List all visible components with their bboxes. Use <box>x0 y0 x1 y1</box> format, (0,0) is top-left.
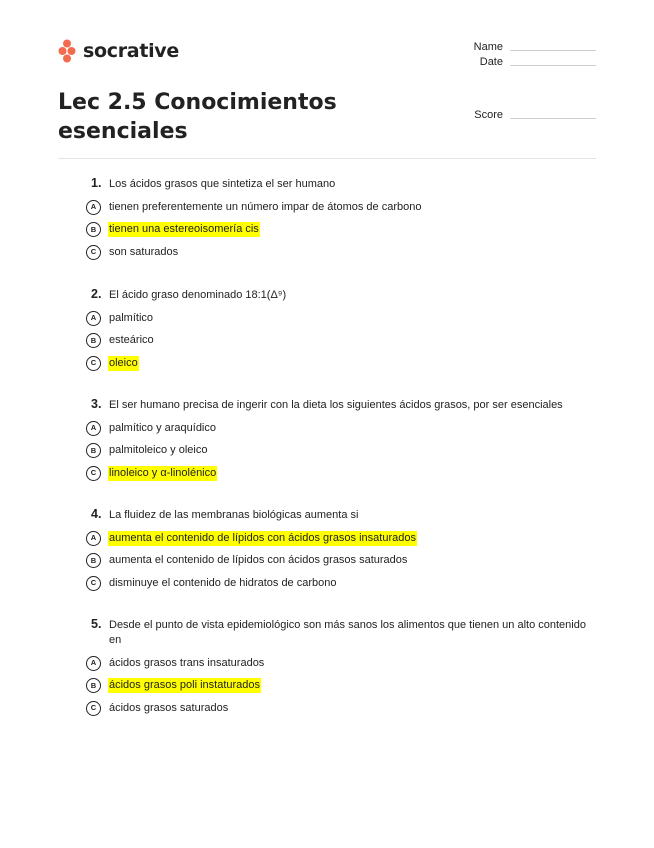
date-label: Date <box>479 56 503 68</box>
option-text: ácidos grasos trans insaturados <box>109 656 265 669</box>
option-letter-badge: B <box>86 678 101 693</box>
answer-option-c[interactable] <box>86 701 586 716</box>
option-text: palmitoleico y oleico <box>109 444 208 456</box>
answer-option-b[interactable] <box>86 222 586 237</box>
option-text: tienen preferentemente un número impar de átomos de carbono <box>109 200 422 213</box>
question-number: 2. <box>91 287 102 301</box>
option-letter-badge: A <box>86 311 101 326</box>
option-letter-badge: B <box>86 333 101 348</box>
name-label: Name <box>473 41 503 53</box>
highlighted-answer-text: tienen una estereoisomería cis <box>109 223 259 235</box>
question-text: El ácido graso denominado 18:1(Δ⁹) <box>109 289 287 301</box>
socrative-logo <box>58 38 179 64</box>
answer-option-c[interactable] <box>86 466 586 481</box>
question-2 <box>86 288 586 371</box>
score-label: Score <box>474 109 503 121</box>
option-text: palmítico <box>109 311 154 324</box>
score-field[interactable] <box>510 118 596 119</box>
header-divider <box>58 158 596 159</box>
highlighted-answer-text: oleico <box>109 356 138 369</box>
option-text: ácidos grasos saturados <box>109 701 229 714</box>
answer-option-b[interactable] <box>86 333 586 348</box>
socrative-logo-icon <box>58 39 78 63</box>
question-number: 4. <box>91 507 102 521</box>
question-3 <box>86 398 586 481</box>
option-letter-badge: A <box>86 421 101 436</box>
question-text: La fluidez de las membranas biológicas aumenta si <box>109 509 359 521</box>
option-letter-badge: A <box>86 200 101 215</box>
question-text: El ser humano precisa de ingerir con la dieta los siguientes ácidos grasos, por ser esenciales <box>109 399 563 411</box>
answer-option-a[interactable] <box>86 656 586 671</box>
option-text: disminuye el contenido de hidratos de carbono <box>109 576 337 589</box>
question-4 <box>86 508 586 591</box>
question-number: 5. <box>91 617 102 631</box>
answer-option-c[interactable] <box>86 356 586 371</box>
option-text: aumenta el contenido de lípidos con ácidos grasos saturados <box>109 554 408 566</box>
highlighted-answer-text: ácidos grasos poli instaturados <box>109 679 261 691</box>
option-letter-badge: A <box>86 531 101 546</box>
question-number: 3. <box>91 397 102 411</box>
question-stem <box>86 288 586 303</box>
option-letter-badge: C <box>86 701 101 716</box>
option-letter-badge: C <box>86 466 101 481</box>
answer-option-a[interactable] <box>86 531 586 546</box>
answer-option-a[interactable] <box>86 421 586 436</box>
question-text: Los ácidos grasos que sintetiza el ser humano <box>109 178 336 190</box>
option-letter-badge: C <box>86 245 101 260</box>
option-letter-badge: C <box>86 576 101 591</box>
option-text: palmítico y araquídico <box>109 421 216 434</box>
option-letter-badge: A <box>86 656 101 671</box>
answer-option-b[interactable] <box>86 553 586 568</box>
answer-option-b[interactable] <box>86 443 586 458</box>
option-letter-badge: B <box>86 553 101 568</box>
name-field[interactable] <box>510 50 596 51</box>
answer-option-c[interactable] <box>86 245 586 260</box>
answer-option-a[interactable] <box>86 200 586 215</box>
option-text: son saturados <box>109 245 179 258</box>
option-letter-badge: B <box>86 222 101 237</box>
option-letter-badge: B <box>86 443 101 458</box>
answer-option-b[interactable] <box>86 678 586 693</box>
answer-option-a[interactable] <box>86 311 586 326</box>
question-number: 1. <box>91 176 102 190</box>
worksheet-title: Lec 2.5 Conocimientos esenciales <box>58 90 337 144</box>
highlighted-answer-text: linoleico y α-linolénico <box>109 466 217 479</box>
highlighted-answer-text: aumenta el contenido de lípidos con ácidos grasos insaturados <box>109 531 416 544</box>
option-text: esteárico <box>109 334 154 346</box>
brand-name: socrative <box>83 40 179 62</box>
question-stem <box>86 398 586 413</box>
question-stem <box>86 618 586 648</box>
question-5 <box>86 618 586 716</box>
option-letter-badge: C <box>86 356 101 371</box>
question-stem <box>86 508 586 523</box>
question-text: Desde el punto de vista epidemiológico son más sanos los alimentos que tienen un alto contenido en <box>109 619 586 646</box>
question-stem <box>86 177 586 192</box>
date-field[interactable] <box>510 65 596 66</box>
question-1 <box>86 177 586 260</box>
answer-option-c[interactable] <box>86 576 586 591</box>
